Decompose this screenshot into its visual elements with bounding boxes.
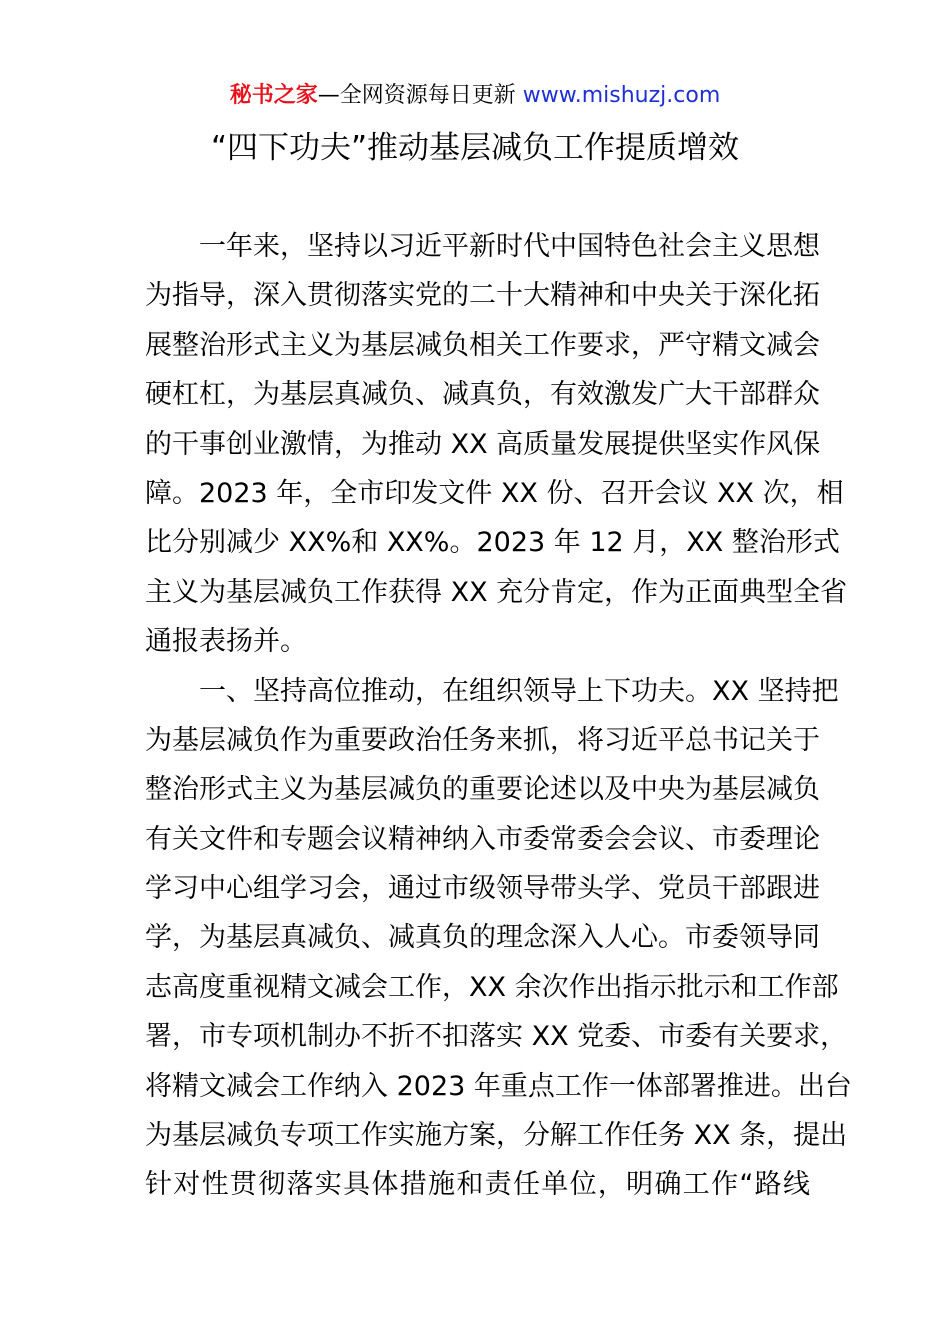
- paragraph-line: 署，市专项机制办不折不扣落实 XX 党委、市委有关要求，: [145, 1021, 848, 1053]
- paragraph-line: 有关文件和专题会议精神纳入市委常委会会议、市委理论: [145, 823, 820, 855]
- paragraph-line: 志高度重视精文减会工作，XX 余次作出指示批示和工作部: [145, 971, 839, 1003]
- paragraph-line: 通报表扬并。: [145, 626, 307, 658]
- paragraph-line: 主义为基层减负工作获得 XX 充分肯定，作为正面典型全省: [145, 576, 848, 608]
- paragraph-line: 硬杠杠，为基层真减负、减真负，有效激发广大干部群众: [145, 379, 820, 411]
- paragraph-line: 展整治形式主义为基层减负相关工作要求，严守精文减会: [145, 329, 820, 361]
- paragraph-line: 为基层减负作为重要政治任务来抓，将习近平总书记关于: [145, 724, 820, 756]
- paragraph-line: 将精文减会工作纳入 2023 年重点工作一体部署推进。出台: [145, 1070, 852, 1102]
- document-title: “四下功夫”推动基层减负工作提质增效: [210, 130, 740, 166]
- paragraph-line: 学，为基层真减负、减真负的理念深入人心。市委领导同: [145, 922, 820, 954]
- paragraph-line: 整治形式主义为基层减负的重要论述以及中央为基层减负: [145, 774, 820, 806]
- site-header: [0, 80, 950, 112]
- paragraph-line: 比分别减少 XX%和 XX%。2023 年 12 月，XX 整治形式: [145, 527, 840, 559]
- paragraph-line: 为基层减负专项工作实施方案，分解工作任务 XX 条，提出: [145, 1120, 848, 1152]
- paragraph-line: 针对性贯彻落实具体措施和责任单位，明确工作“路线: [145, 1169, 810, 1201]
- paragraph-line: 为指导，深入贯彻落实党的二十大精神和中央关于深化拓: [145, 280, 820, 312]
- site-url-link[interactable]: www.mishuzj.com: [522, 83, 721, 108]
- brand-name: 秘书之家: [229, 83, 318, 108]
- document-body: [145, 222, 852, 1210]
- paragraph-line: 障。2023 年，全市印发文件 XX 份、召开会议 XX 次，相: [145, 477, 844, 509]
- section-heading-line: 一、坚持高位推动，在组织领导上下功夫。XX 坚持把: [199, 675, 839, 707]
- header-tagline: —全网资源每日更新: [317, 83, 523, 108]
- paragraph-line: 一年来，坚持以习近平新时代中国特色社会主义思想: [199, 231, 820, 262]
- paragraph-line: 的干事创业激情，为推动 XX 高质量发展提供坚实作风保: [145, 428, 821, 460]
- paragraph-line: 学习中心组学习会，通过市级领导带头学、党员干部跟进: [145, 873, 820, 905]
